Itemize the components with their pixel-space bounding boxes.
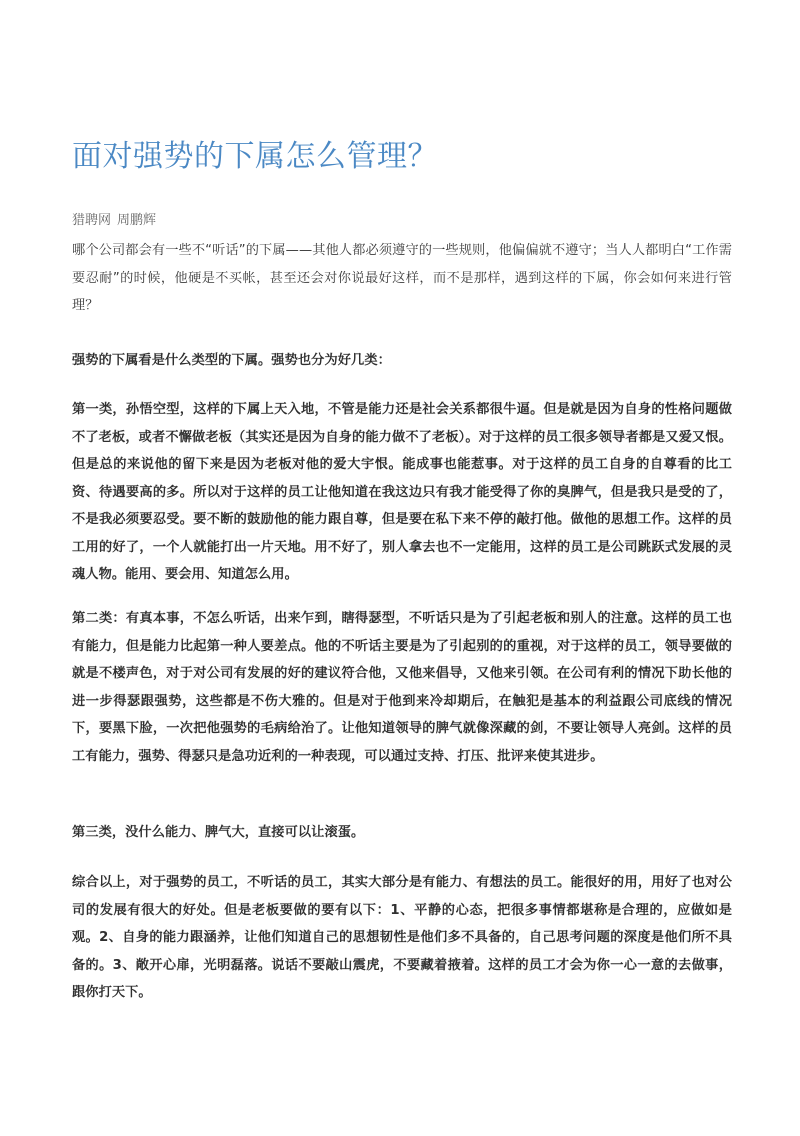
- summary-paragraph: 综合以上，对于强势的员工，不听话的员工，其实大部分是有能力、有想法的员工。能很好的用，用好了也对公司的发展有很大的好处。但是老板要做的要有以下：1、平静的心态，把很多事情都堪称是合理的，应做如是观。2、自身的能力跟涵养，让他们知道自己的思想韧性是他们多不具备的，自己思考问题的深度是他们所不具备的。3、敞开心扉，光明磊落。说话不要敲山震虎，不要藏着掖着。这样的员工才会为你一心一意的去做事，跟你打天下。: [72, 875, 732, 1000]
- types-heading: 强势的下属看是什么类型的下属。强势也分为好几类：: [72, 353, 391, 368]
- author-name: 周鹏辉: [117, 213, 157, 228]
- source-name: 猎聘网: [72, 213, 112, 228]
- type1-paragraph: 第一类，孙悟空型，这样的下属上天入地，不管是能力还是社会关系都很牛逼。但是就是因为自身的性格问题做不了老板，或者不懈做老板（其实还是因为自身的能力做不了老板）。对于这样的员工很多领导者都是又爱又恨。但是总的来说他的留下来是因为老板对他的爱大宇恨。能成事也能惹事。对于这样的员工自身的自尊看的比工资、待遇要高的多。所以对于这样的员工让他知道在我这边只有我才能受得了你的臭脾气，但是我只是受的了，不是我必须要忍受。要不断的鼓励他的能力跟自尊，但是要在私下来不停的敲打他。做他的思想工作。这样的员工用的好了，一个人就能打出一片天地。用不好了，别人拿去也不一定能用，这样的员工是公司跳跃式发展的灵魂人物。能用、要会用、知道怎么用。: [72, 402, 732, 582]
- type3-paragraph: 第三类，没什么能力、脾气大，直接可以让滚蛋。: [72, 825, 365, 840]
- byline: [72, 209, 156, 228]
- article-title: 面对强势的下属怎么管理？: [72, 139, 438, 174]
- intro-paragraph: 哪个公司都会有一些不“听话”的下属——其他人都必须遵守的一些规则，他偏偏就不遵守；当人人都明白“工作需要忍耐”的时候，他硬是不买帐，甚至还会对你说最好这样，而不是那样，遇到这样的下属，你会如何来进行管理？: [72, 243, 732, 313]
- type2-paragraph: 第二类：有真本事，不怎么听话，出来乍到，瞎得瑟型，不听话只是为了引起老板和别人的注意。这样的员工也有能力，但是能力比起第一种人要差点。他的不听话主要是为了引起别的的重视，对于这样的员工，领导要做的就是不楼声色，对于对公司有发展的好的建议符合他，又他来倡导，又他来引领。在公司有利的情况下助长他的进一步得瑟跟强势，这些都是不伤大雅的。但是对于他到来冷却期后，在触犯是基本的利益跟公司底线的情况下，要黑下脸，一次把他强势的毛病给治了。让他知道领导的脾气就像深藏的剑，不要让领导人亮剑。这样的员工有能力，强势、得瑟只是急功近利的一种表现，可以通过支持、打压、批评来使其进步。: [72, 611, 732, 764]
